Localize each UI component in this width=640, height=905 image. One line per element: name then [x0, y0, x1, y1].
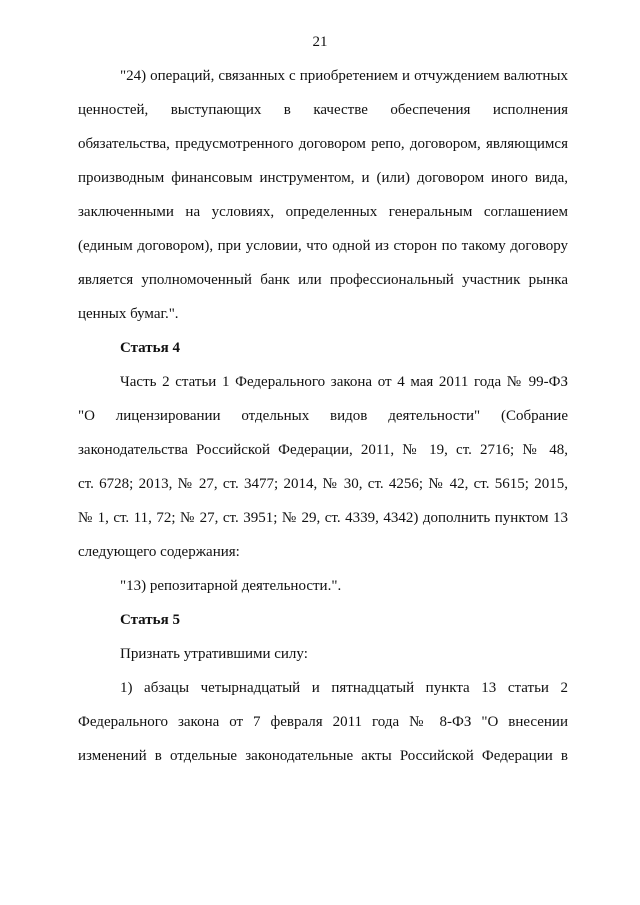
- text-line: № 1, ст. 11, 72; № 27, ст. 3951; № 29, ст. 4339, 4342) дополнить пунктом 13: [78, 510, 568, 526]
- text-line: изменений в отдельные законодательные акты Российской Федерации в: [78, 748, 568, 764]
- text-line: ценностей, выступающих в качестве обеспечения исполнения: [78, 102, 568, 118]
- text-line: следующего содержания:: [78, 544, 240, 560]
- page-number: 21: [312, 34, 328, 50]
- text-line: законодательства Российской Федерации, 2011, № 19, ст. 2716; № 48,: [78, 442, 568, 458]
- document-body: [78, 66, 568, 780]
- text-line: обязательства, предусмотренного договором репо, договором, являющимся: [78, 136, 568, 152]
- article-heading: Статья 5: [120, 612, 180, 628]
- text-line: Федерального закона от 7 февраля 2011 года № 8-ФЗ "О внесении: [78, 714, 568, 730]
- text-line: заключенными на условиях, определенных генеральным соглашением: [78, 204, 568, 220]
- text-line: является уполномоченный банк или профессиональный участник рынка: [78, 272, 568, 288]
- text-line: Часть 2 статьи 1 Федерального закона от 4 мая 2011 года № 99-ФЗ: [120, 374, 568, 390]
- text-line: Признать утратившими силу:: [120, 646, 308, 662]
- text-line: 1) абзацы четырнадцатый и пятнадцатый пункта 13 статьи 2: [120, 680, 568, 696]
- text-line: "24) операций, связанных с приобретением и отчуждением валютных: [120, 68, 568, 84]
- text-line: ценных бумаг.".: [78, 306, 179, 322]
- article-heading: Статья 4: [120, 340, 180, 356]
- text-line: (единым договором), при условии, что одной из сторон по такому договору: [78, 238, 568, 254]
- text-line: ст. 6728; 2013, № 27, ст. 3477; 2014, № 30, ст. 4256; № 42, ст. 5615; 2015,: [78, 476, 568, 492]
- text-line: "О лицензировании отдельных видов деятельности" (Собрание: [78, 408, 568, 424]
- text-line: производным финансовым инструментом, и (или) договором иного вида,: [78, 170, 568, 186]
- text-line: "13) репозитарной деятельности.".: [120, 578, 342, 594]
